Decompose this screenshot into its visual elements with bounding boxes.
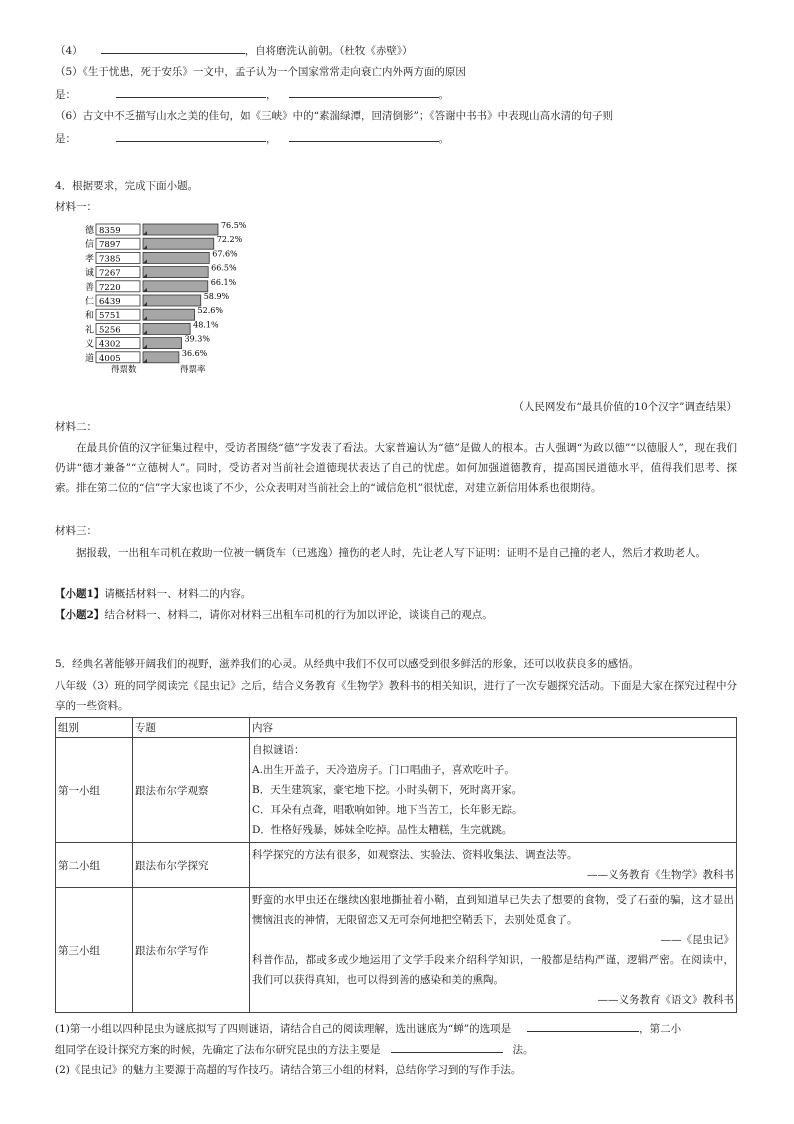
table-header-row <box>56 718 737 738</box>
row3-group: 第三小组 <box>56 888 133 1013</box>
chart-votes-label: 5256 <box>99 325 121 336</box>
q3-item4-number: （4） <box>55 45 83 57</box>
table-row <box>56 888 737 1013</box>
chart-category-label: 仁 <box>85 297 95 307</box>
q5-subquestion-1-line2: 组同学在设计探究方案的时候，先确定了法布尔研究昆虫的方法主要是 法。 <box>55 1041 534 1057</box>
chart-source: （人民网发布“最具价值的10个汉字”调查结果） <box>513 401 737 413</box>
chart-category-label: 善 <box>85 282 95 293</box>
q4-heading: 4．根据要求，完成下面小题。 <box>55 180 199 192</box>
chart-bar <box>143 224 218 235</box>
q3-item5-line2: 是： ， 。 <box>55 86 449 102</box>
chart-votes-label: 6439 <box>99 297 121 307</box>
chart-value-label: 66.1% <box>210 277 237 287</box>
answer-blank[interactable] <box>527 1020 639 1032</box>
chart-category-label: 义 <box>85 339 95 350</box>
q3-item4 <box>55 42 413 58</box>
header-group: 组别 <box>56 718 133 738</box>
chart-votes-label: 7385 <box>99 254 121 265</box>
chart-bar <box>143 338 182 349</box>
q3-item5-line1: （5）《生于忧患，死于安乐》一文中，孟子认为一个国家常常走向衰亡内外两方面的原因 <box>55 66 466 78</box>
q4-subquestion-2: 【小题2】结合材料一、材料二，请你对材料三出租车司机的行为加以评论，谈谈自己的观点。 <box>55 609 493 621</box>
row1-topic: 跟法布尔学观察 <box>133 738 250 843</box>
row1-group: 第一小组 <box>56 738 133 843</box>
chart-votes-label: 4005 <box>99 353 121 364</box>
table-row <box>56 738 737 843</box>
chart-bar <box>143 281 208 292</box>
chart-category-label: 信 <box>85 240 95 251</box>
answer-blank[interactable] <box>101 42 245 54</box>
row2-group: 第二小组 <box>56 843 133 888</box>
value-chart <box>85 222 345 392</box>
chart-bar <box>143 352 179 363</box>
material-2-label: 材料二： <box>55 421 97 433</box>
chart-value-label: 48.1% <box>193 320 219 330</box>
row2-content: 科学探究的方法有很多，如观察法、实验法、资料收集法、调查法等。 ——义务教育《生物学》教科书 <box>250 843 737 888</box>
q5-table <box>55 717 737 1013</box>
chart-value-label: 67.6% <box>212 249 238 259</box>
chart-votes-label: 4302 <box>99 339 121 350</box>
header-topic: 专题 <box>133 718 250 738</box>
chart-bar <box>143 309 195 320</box>
chart-bar <box>143 295 201 306</box>
answer-blank[interactable] <box>289 86 439 98</box>
material-3-text: 据报载，一出租车司机在救助一位被一辆货车（已逃逸）撞伤的老人时，先让老人写下证明：证明不是自己撞的老人，然后才救助老人。 <box>76 547 706 559</box>
q3-item6-line1: （6）古文中不乏描写山水之美的佳句，如《三峡》中的“素湍绿潭，回清倒影”；《答谢中书书》中表现山高水清的句子则 <box>55 110 614 122</box>
table-row <box>56 843 737 888</box>
chart-category-label: 和 <box>85 311 95 322</box>
chart-xlabel-votes: 得票数 <box>111 365 137 375</box>
chart-votes-label: 8359 <box>99 226 121 236</box>
material-3-label: 材料三： <box>55 525 97 537</box>
chart-value-label: 58.9% <box>203 292 230 301</box>
row2-topic: 跟法布尔学探究 <box>133 843 250 888</box>
chart-bar <box>143 323 190 334</box>
q5-subquestion-2: (2)《昆虫记》的魅力主要源于高超的写作技巧。请结合第三小组的材料，总结你学习到的写作手法。 <box>55 1064 522 1076</box>
answer-blank[interactable] <box>116 86 266 98</box>
chart-bar <box>143 238 214 249</box>
q3-item4-text: ，自将磨洗认前朝。（杜牧《赤壁》） <box>244 45 413 57</box>
chart-value-label: 52.6% <box>197 306 223 316</box>
chart-category-label: 诚 <box>85 268 95 279</box>
q5-subquestion-1-line1: (1)第一小组以四种昆虫为谜底拟写了四则谜语，请结合自己的阅读理解，选出谜底为“蝉”的选项是 ，第二小 <box>55 1020 681 1036</box>
chart-category-label: 道 <box>85 353 95 364</box>
chart-votes-label: 7220 <box>99 282 121 293</box>
row3-topic: 跟法布尔学写作 <box>133 888 250 1013</box>
chart-value-label: 66.5% <box>211 263 237 273</box>
chart-category-label: 礼 <box>85 325 95 336</box>
material-1-label: 材料一： <box>55 201 97 213</box>
q3-item6-line2: 是： ， 。 <box>55 130 449 146</box>
chart-votes-label: 5751 <box>99 311 121 322</box>
chart-value-label: 36.6% <box>181 348 208 358</box>
answer-blank[interactable] <box>289 130 439 142</box>
q5-intro-1: 5．经典名著能够开阔我们的视野，滋养我们的心灵。从经典中我们不仅可以感受到很多鲜活的形象，还可以收获良多的感悟。 <box>55 658 640 670</box>
chart-category-label: 孝 <box>85 254 95 265</box>
chart-votes-label: 7267 <box>99 268 121 279</box>
chart-votes-label: 7897 <box>99 240 121 251</box>
material-2-text: 在最具价值的汉字征集过程中，受访者围绕“德”字发表了看法。大家普遍认为“德”是做人的根本。古人强调“为政以德”“以德服人”，现在我们仍讲“德才兼备”“立德树人”。同时，受访者对当前社会道德现状表达了自己的忧虑。如何加强道德教育，提高国民道德水平，值得我们思考、探索。排在第二位的“信”字大家也谈了不少，公众表明对当前社会上的“诚信危机”很忧虑，对建立新信用体系也很期待。 <box>55 442 737 494</box>
q4-subquestion-1: 【小题1】请概括材料一、材料二的内容。 <box>55 588 252 600</box>
chart-value-label: 72.2% <box>216 235 243 245</box>
answer-blank[interactable] <box>391 1041 503 1053</box>
header-content: 内容 <box>250 718 737 738</box>
q5-intro-2: 八年级（3）班的同学阅读完《昆虫记》之后，结合义务教育《生物学》教科书的相关知识，进行了一次专题探究活动。下面是大家在探究过程中分享的一些资料。 <box>55 680 737 712</box>
chart-bar <box>143 267 208 278</box>
chart-value-label: 76.5% <box>220 221 247 230</box>
chart-bar <box>143 252 209 263</box>
row3-content: 野蛮的水甲虫还在继续凶狠地撕扯着小鞘，直到知道早已失去了想要的食物，受了石蚕的骗，这才显出懊恼沮丧的神情，无限留恋又无可奈何地把空鞘丢下，去别处觅食了。 ——《昆虫记》 科普作品，都或多或少地运用了文学手段来介绍科学知识，一般都是结构严谨，逻辑严密。在阅读中，我们可以获得真知，也可以得到善的感染和美的熏陶。 ——义务教育《语文》教科书 <box>250 888 737 1013</box>
answer-blank[interactable] <box>116 130 266 142</box>
row1-content: 自拟谜语： A.出生开盖子，天冷造房子。门口唱曲子，喜欢吃叶子。 B．天生建筑家，豪宅地下挖。小时头朝下，死时离开家。 C．耳朵有点聋，唱歌响如钟。地下当苦工，长年影无踪。 D．性格好残暴，姊妹全吃掉。品性太糟糕，生完就跳。 <box>250 738 737 843</box>
chart-value-label: 39.3% <box>184 334 210 344</box>
chart-category-label: 德 <box>85 226 95 236</box>
chart-xlabel-rate: 得票率 <box>180 365 206 375</box>
